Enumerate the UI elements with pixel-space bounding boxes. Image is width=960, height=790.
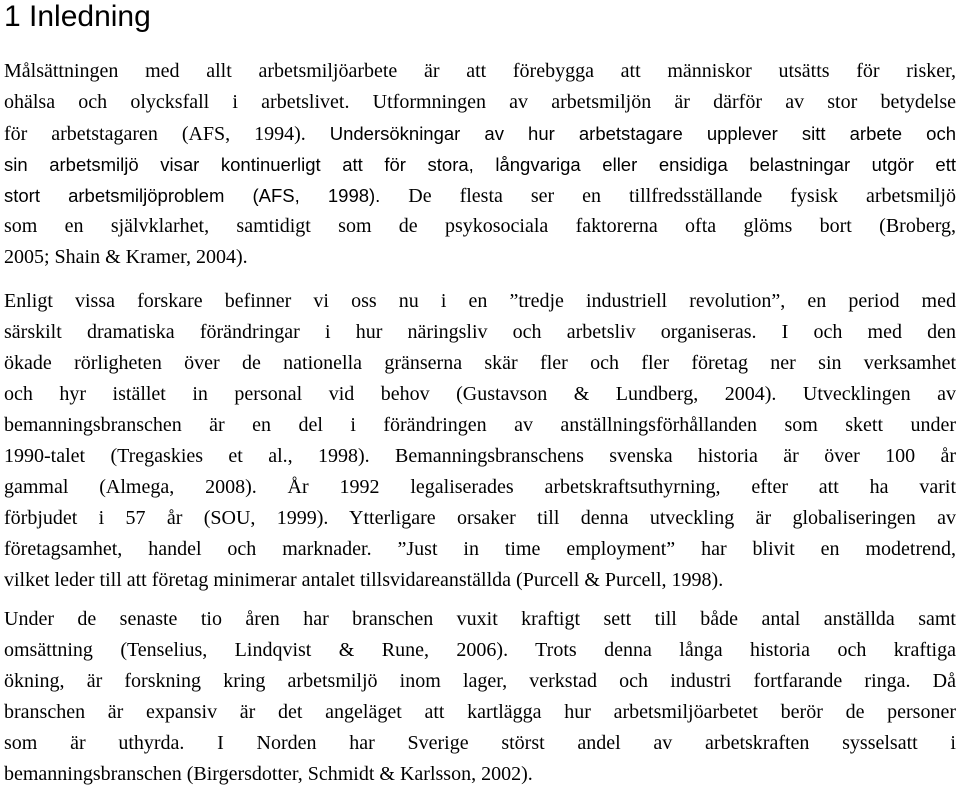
text-segment: stort arbetsmiljöproblem (AFS, 1998). (4, 185, 381, 206)
text-line: gammal (Almega, 2008). År 1992 legaliserades arbetskraftsuthyrning, efter att ha varit (4, 476, 956, 498)
paragraph-2 (4, 286, 956, 596)
text-line: vilket leder till att företag minimerar antalet tillsvidareanställda (Purcell & Purcell, 1998). (4, 569, 724, 591)
text-line: Under de senaste tio åren har branschen vuxit kraftigt sett till både antal anställda samt (4, 608, 956, 630)
text-line: sin arbetsmiljö visar kontinuerligt att för stora, långvariga eller ensidiga belastningar utgör ett (4, 154, 956, 175)
text-line: omsättning (Tenselius, Lindqvist & Rune, 2006). Trots denna långa historia och kraftiga (4, 639, 956, 661)
text-segment: för arbetstagaren (AFS, 1994). (4, 123, 306, 145)
text-line: branschen är expansiv är det angeläget att kartlägga hur arbetsmiljöarbetet berör de personer (4, 701, 956, 723)
text-line: bemanningsbranschen är en del i förändringen av anställningsförhållanden som skett under (4, 414, 956, 436)
text-segment: De flesta ser en tillfredsställande fysisk arbetsmiljö (408, 185, 956, 207)
text-line: ökade rörligheten över de nationella gränserna skär fler och fler företag ner sin verksamhet (4, 352, 956, 374)
text-line: och hyr istället in personal vid behov (Gustavson & Lundberg, 2004). Utvecklingen av (4, 383, 956, 405)
text-line: ohälsa och olycksfall i arbetslivet. Utformningen av arbetsmiljön är därför av stor betydelse (4, 91, 956, 113)
text-line: bemanningsbranschen (Birgersdotter, Schmidt & Karlsson, 2002). (4, 763, 533, 785)
text-line: företagsamhet, handel och marknader. ”Just in time employment” har blivit en modetrend, (4, 538, 956, 560)
text-line: särskilt dramatiska förändringar i hur näringsliv och arbetsliv organiseras. I och med den (4, 321, 956, 343)
text-line: förbjudet i 57 år (SOU, 1999). Ytterligare orsaker till denna utveckling är globaliseringen av (4, 507, 956, 529)
text-line: Målsättningen med allt arbetsmiljöarbete är att förebygga att människor utsätts för risker, (4, 60, 956, 82)
text-line: 1990-talet (Tregaskies et al., 1998). Bemanningsbranschens svenska historia är över 100 år (4, 445, 956, 467)
text-segment: Undersökningar av hur arbetstagare upplever sitt arbete och (329, 123, 956, 144)
paragraph-1 (4, 56, 956, 273)
text-line: som en självklarhet, samtidigt som de psykosociala faktorerna ofta glöms bort (Broberg, (4, 215, 956, 237)
text-line (4, 180, 956, 211)
text-line: Enligt vissa forskare befinner vi oss nu i en ”tredje industriell revolution”, en period med (4, 290, 956, 312)
text-line: som är uthyrda. I Norden har Sverige störst andel av arbetskraften sysselsatt i (4, 732, 956, 754)
text-line: ökning, är forskning kring arbetsmiljö inom lager, verkstad och industri fortfarande ringa. Då (4, 670, 956, 692)
section-heading: 1 Inledning (4, 0, 151, 33)
text-line: 2005; Shain & Kramer, 2004). (4, 246, 248, 268)
text-line (4, 118, 956, 149)
paragraph-3 (4, 604, 956, 790)
